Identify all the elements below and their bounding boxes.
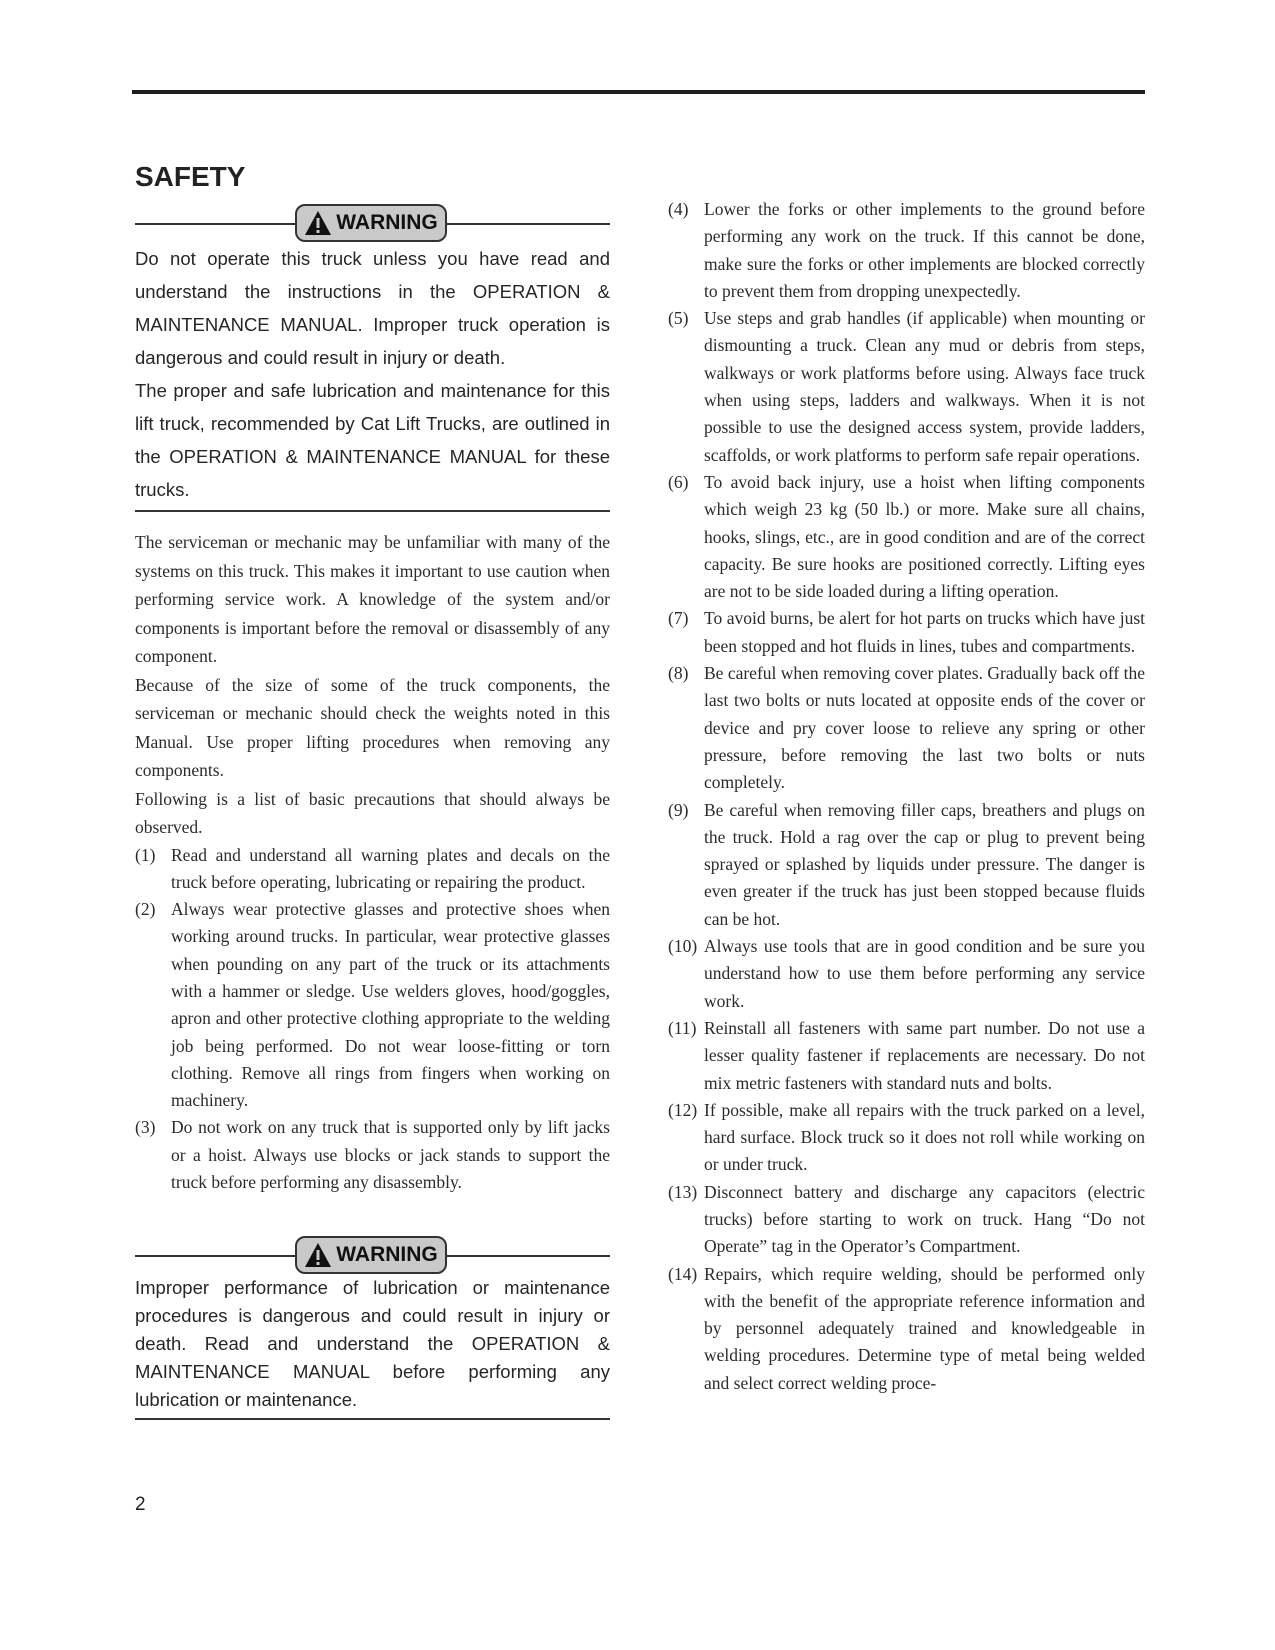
item-text: Always wear protective glasses and protective shoes when working around trucks. In particular, wear protective glasses when pounding on any part of the truck or its attachments with a hammer or sledge. Use welders gloves, hood/goggles, apron and other protective clothing appropriate to the welding job being performed. Do not wear loose-fitting or torn clothing. Remove all rings from fingers when working on machinery.	[171, 899, 610, 1111]
item-text: Always use tools that are in good condition and be sure you understand how to use them before performing any service work.	[704, 936, 1145, 1011]
section-title: SAFETY	[135, 161, 246, 192]
warning-header	[135, 204, 610, 242]
warning-bottom-rule	[135, 1418, 610, 1420]
item-number: (4)	[668, 199, 689, 219]
list-item	[668, 933, 1145, 1015]
item-text: Disconnect battery and discharge any capacitors (electric trucks) before starting to work on truck. Hang “Do not Operate” tag in the Operator’s Compartment.	[704, 1181, 1145, 1257]
warning-bottom-rule	[135, 510, 610, 512]
item-number: (6)	[668, 471, 689, 492]
item-text: To avoid back injury, use a hoist when lifting components which weigh 23 kg (50 lb.) or more. Make sure all chains, hooks, slings, etc., are in good condition and are of the correct capacity. Be sure hooks are positioned correctly. Lifting eyes are not to be side loaded during a lifting operation.	[704, 471, 1145, 602]
item-number: (3)	[135, 1117, 156, 1138]
list-item	[668, 305, 1145, 469]
item-number: (11)	[668, 1017, 697, 1038]
item-text: Repairs, which require welding, should be performed only with the benefit of the appropriate reference information and by personnel adequately trained and knowledgeable in welding procedures. Determine type of metal being welded and select correct welding proce-	[704, 1263, 1145, 1393]
item-text: To avoid burns, be alert for hot parts on trucks which have just been stopped and hot fluids in lines, tubes and compartments.	[704, 608, 1145, 656]
list-item	[668, 1261, 1145, 1397]
intro-paragraph: Because of the size of some of the truck components, the serviceman or mechanic should check the weights noted in this Manual. Use proper lifting procedures when removing any components.	[135, 674, 610, 780]
list-item	[135, 896, 610, 1114]
item-number: (14)	[668, 1263, 698, 1284]
list-item	[668, 1015, 1145, 1097]
list-item	[668, 660, 1145, 796]
item-number: (2)	[135, 899, 156, 920]
list-item	[668, 1179, 1145, 1261]
warning-triangle-icon	[304, 210, 332, 236]
item-number: (13)	[668, 1181, 698, 1202]
left-column	[135, 160, 610, 1420]
item-text: Read and understand all warning plates and decals on the truck before operating, lubricating or repairing the product.	[171, 844, 610, 892]
warning-paragraph: The proper and safe lubrication and maintenance for this lift truck, recommended by Cat Lift Trucks, are outlined in the OPERATION & MAINTENANCE MANUAL for these trucks.	[135, 380, 610, 500]
list-item	[668, 196, 1145, 305]
list-item	[135, 842, 610, 897]
item-text: Do not work on any truck that is supported only by lift jacks or a hoist. Always use blocks or jack stands to support the truck before performing any disassembly.	[171, 1117, 610, 1193]
item-number: (8)	[668, 663, 689, 684]
list-item	[668, 605, 1145, 660]
item-text: Be careful when removing cover plates. Gradually back off the last two bolts or nuts located at opposite ends of the cover or device and pry cover loose to relieve any spring or other pressure, before removing the last two bolts or nuts completely.	[704, 663, 1145, 793]
warning-header	[135, 1236, 610, 1274]
warning-paragraph: Do not operate this truck unless you have read and understand the instructions in the OPERATION & MAINTENANCE MANUAL. Improper truck operation is dangerous and could result in injury or death.	[135, 248, 610, 368]
item-text: If possible, make all repairs with the truck parked on a level, hard surface. Block truck so it does not roll while working on or under truck.	[704, 1099, 1145, 1175]
precautions-list-left	[135, 842, 610, 1197]
item-number: (12)	[668, 1099, 698, 1120]
item-number: (1)	[135, 844, 156, 865]
list-item	[135, 1114, 610, 1196]
warning-triangle-icon	[304, 1242, 332, 1268]
warning-label: WARNING	[336, 211, 438, 234]
item-number: (9)	[668, 799, 689, 820]
header-rule	[132, 90, 1145, 94]
right-column	[668, 196, 1145, 1397]
item-number: (7)	[668, 608, 689, 629]
item-number: (10)	[668, 936, 698, 957]
list-item	[668, 1097, 1145, 1179]
warning-paragraph: Improper performance of lubrication or maintenance procedures is dangerous and could result in injury or death. Read and understand the OPERATION & MAINTENANCE MANUAL before performing any lubrication or maintenance.	[135, 1277, 610, 1411]
intro-paragraph: The serviceman or mechanic may be unfamiliar with many of the systems on this truck. This makes it important to use caution when performing service work. A knowledge of the system and/or components is important before the removal or disassembly of any component.	[135, 532, 610, 666]
item-text: Be careful when removing filler caps, breathers and plugs on the truck. Hold a rag over the cap or plug to prevent being sprayed or splashed by liquids under pressure. The danger is even greater if the truck has just been stopped because fluids can be hot.	[704, 799, 1145, 929]
item-number: (5)	[668, 308, 689, 329]
warning-label: WARNING	[336, 1243, 438, 1267]
item-text: Lower the forks or other implements to the ground before performing any work on the truck. If this cannot be done, make sure the forks or other implements are blocked correctly to prevent them from dropping unexpectedly.	[704, 199, 1145, 301]
item-text: Reinstall all fasteners with same part number. Do not use a lesser quality fastener if replacements are necessary. Do not mix metric fasteners with standard nuts and bolts.	[704, 1017, 1145, 1093]
list-item	[668, 797, 1145, 933]
list-item	[668, 469, 1145, 605]
precautions-list-right	[668, 196, 1145, 1397]
item-text: Use steps and grab handles (if applicable) when mounting or dismounting a truck. Clean any mud or debris from steps, walkways or work platforms before using. Always face truck when using steps, ladders and walkways. When it is not possible to use the designed access system, provide ladders, scaffolds, or work platforms to perform safe repair operations.	[704, 308, 1145, 465]
page-number: 2	[135, 1494, 146, 1515]
warning-badge	[295, 1236, 447, 1274]
intro-paragraph: Following is a list of basic precautions that should always be observed.	[135, 788, 610, 837]
warning-badge	[295, 204, 447, 242]
